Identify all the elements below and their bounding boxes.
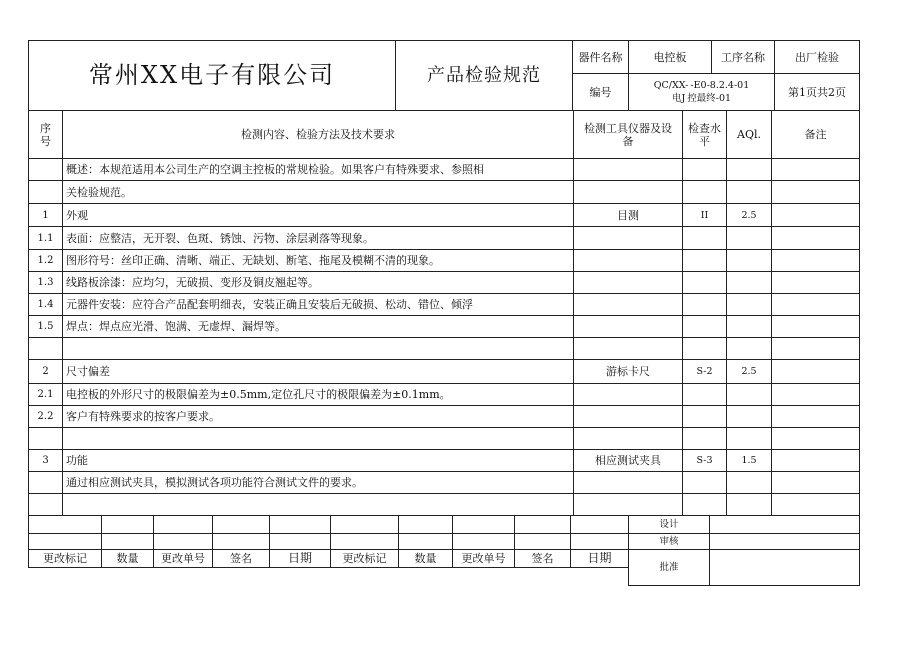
row-1-tool: [573, 180, 683, 204]
design-signature: [709, 515, 860, 534]
row-0-note: [771, 158, 860, 181]
row-14-level: [682, 471, 727, 494]
row-10-level: [682, 383, 727, 406]
code-number: -E0-8.2.4-01: [690, 80, 750, 91]
row-14-seq: [28, 471, 63, 494]
revision-cell: 日期: [269, 549, 331, 568]
row-3-tool: [573, 226, 683, 250]
row-14-content: 通过相应测试夹具，模拟测试各项功能符合测试文件的要求。: [62, 471, 574, 494]
row-12-aql: [726, 427, 772, 450]
row-7-note: [771, 315, 860, 338]
row-11-content: 客户有特殊要求的按客户要求。: [62, 405, 574, 428]
design-label: 设计: [628, 515, 710, 534]
row-2-note: [771, 203, 860, 227]
row-8-note: [771, 337, 860, 360]
row-2-seq: 1: [28, 203, 63, 227]
row-12-note: [771, 427, 860, 450]
row-14-aql: [726, 471, 772, 494]
row-7-content: 焊点：焊点应光滑、饱满、无虚焊、漏焊等。: [62, 315, 574, 338]
row-10-seq: 2.1: [28, 383, 63, 406]
document-title: 产品检验规范: [395, 40, 573, 111]
revision-cell: [153, 515, 213, 534]
row-7-tool: [573, 315, 683, 338]
row-9-seq: 2: [28, 359, 63, 384]
row-11-level: [682, 405, 727, 428]
row-2-content: 外观: [62, 203, 574, 227]
row-0-level: [682, 158, 727, 181]
approve-label: 批准: [628, 549, 710, 586]
row-13-aql: 1.5: [726, 449, 772, 472]
row-8-content: [62, 337, 574, 360]
row-5-tool: [573, 271, 683, 294]
col-tool-line1: 检测工具仪器及设: [584, 121, 672, 135]
row-6-tool: [573, 293, 683, 316]
row-13-tool: 相应测试夹具: [573, 449, 683, 472]
revision-cell: [452, 533, 515, 550]
revision-cell: [398, 533, 453, 550]
revision-cell: [452, 515, 515, 534]
revision-cell: [101, 515, 154, 534]
col-tool-line2: 备: [622, 134, 634, 148]
row-11-seq: 2.2: [28, 405, 63, 428]
revision-cell: 日期: [570, 549, 629, 568]
company-name: 常州XX电子有限公司: [28, 40, 396, 111]
code-label: 编号: [572, 73, 629, 111]
row-12-content: [62, 427, 574, 450]
row-6-note: [771, 293, 860, 316]
revision-cell: [398, 515, 453, 534]
row-6-level: [682, 293, 727, 316]
row-5-aql: [726, 271, 772, 294]
row-0-content: 概述：本规范适用本公司生产的空调主控板的常规检验。如果客户有特殊要求、参照相: [62, 158, 574, 181]
row-1-note: [771, 180, 860, 204]
row-12-tool: [573, 427, 683, 450]
row-7-aql: [726, 315, 772, 338]
row-5-seq: 1.3: [28, 271, 63, 294]
row-10-aql: [726, 383, 772, 406]
revision-cell: 更改单号: [452, 549, 515, 568]
revision-cell: [514, 533, 571, 550]
col-level-line2: 平: [699, 134, 710, 148]
row-15-content: [62, 493, 574, 516]
row-0-aql: [726, 158, 772, 181]
row-9-content: 尺寸偏差: [62, 359, 574, 384]
row-8-tool: [573, 337, 683, 360]
row-0-tool: [573, 158, 683, 181]
part-name-value: 电控板: [628, 40, 712, 74]
col-header-aql: AQl.: [726, 110, 772, 159]
row-8-aql: [726, 337, 772, 360]
row-5-content: 线路板涂漆：应均匀，无破损、变形及铜皮翘起等。: [62, 271, 574, 294]
row-3-seq: 1.1: [28, 226, 63, 250]
col-header-tool: [573, 110, 683, 159]
row-3-aql: [726, 226, 772, 250]
row-15-seq: [28, 493, 63, 516]
revision-cell: [212, 515, 270, 534]
revision-cell: [269, 533, 331, 550]
col-header-note: 备注: [771, 110, 860, 159]
code-prefix: QC/XX-: [653, 80, 689, 91]
code-suffix: 控最终-01: [687, 93, 732, 104]
row-6-seq: 1.4: [28, 293, 63, 316]
col-seq-line1: 序: [40, 121, 51, 135]
row-11-aql: [726, 405, 772, 428]
row-15-aql: [726, 493, 772, 516]
revision-cell: [330, 533, 399, 550]
row-14-note: [771, 471, 860, 494]
col-level-line1: 检查水: [688, 121, 721, 135]
revision-cell: [28, 533, 102, 550]
revision-cell: [514, 515, 571, 534]
row-1-aql: [726, 180, 772, 204]
process-name-label: 工序名称: [711, 40, 775, 74]
review-signature: [709, 533, 860, 550]
row-3-note: [771, 226, 860, 250]
row-4-aql: [726, 249, 772, 272]
row-10-tool: [573, 383, 683, 406]
row-13-note: [771, 449, 860, 472]
row-4-seq: 1.2: [28, 249, 63, 272]
row-11-note: [771, 405, 860, 428]
row-3-level: [682, 226, 727, 250]
revision-cell: 数量: [101, 549, 154, 568]
row-15-level: [682, 493, 727, 516]
row-4-level: [682, 249, 727, 272]
row-13-level: S-3: [682, 449, 727, 472]
row-1-level: [682, 180, 727, 204]
row-1-content: 关检验规范。: [62, 180, 574, 204]
col-header-seq: [28, 110, 63, 159]
row-8-seq: [28, 337, 63, 360]
row-15-tool: [573, 493, 683, 516]
revision-cell: 数量: [398, 549, 453, 568]
row-6-content: 元器件安装：应符合产品配套明细表，安装正确且安装后无破损、松动、错位、倾浮: [62, 293, 574, 316]
row-9-level: S-2: [682, 359, 727, 384]
row-5-note: [771, 271, 860, 294]
row-9-aql: 2.5: [726, 359, 772, 384]
row-15-note: [771, 493, 860, 516]
code-value: [628, 73, 775, 111]
row-10-note: [771, 383, 860, 406]
row-9-tool: 游标卡尺: [573, 359, 683, 384]
revision-cell: 更改标记: [28, 549, 102, 568]
revision-cell: [570, 533, 629, 550]
revision-cell: 更改单号: [153, 549, 213, 568]
col-header-level: [682, 110, 727, 159]
row-3-content: 表面：应整洁，无开裂、色斑、锈蚀、污物、涂层剥落等现象。: [62, 226, 574, 250]
row-14-tool: [573, 471, 683, 494]
code-prefix-2: 电J: [671, 93, 686, 104]
revision-cell: [212, 533, 270, 550]
row-13-seq: 3: [28, 449, 63, 472]
revision-cell: [570, 515, 629, 534]
row-11-tool: [573, 405, 683, 428]
review-label: 审核: [628, 533, 710, 550]
col-header-content: 检测内容、检验方法及技术要求: [62, 110, 574, 159]
page-indicator: 第1页共2页: [774, 73, 860, 111]
row-5-level: [682, 271, 727, 294]
row-4-content: 图形符号：丝印正确、清晰、端正、无缺划、断笔、拖尾及模糊不清的现象。: [62, 249, 574, 272]
revision-cell: [28, 515, 102, 534]
row-0-seq: [28, 158, 63, 181]
row-4-note: [771, 249, 860, 272]
revision-cell: [269, 515, 331, 534]
col-seq-line2: 号: [40, 134, 51, 148]
row-2-aql: 2.5: [726, 203, 772, 227]
row-9-note: [771, 359, 860, 384]
row-12-level: [682, 427, 727, 450]
process-name-value: 出厂检验: [774, 40, 860, 74]
revision-cell: 更改标记: [330, 549, 399, 568]
row-7-level: [682, 315, 727, 338]
row-4-tool: [573, 249, 683, 272]
revision-cell: 签名: [212, 549, 270, 568]
approve-signature: [709, 549, 860, 586]
revision-cell: [330, 515, 399, 534]
row-7-seq: 1.5: [28, 315, 63, 338]
revision-cell: [101, 533, 154, 550]
row-13-content: 功能: [62, 449, 574, 472]
row-10-content: 电控板的外形尺寸的极限偏差为±0.5mm,定位孔尺寸的极限偏差为±0.1mm。: [62, 383, 574, 406]
row-12-seq: [28, 427, 63, 450]
row-2-level: II: [682, 203, 727, 227]
revision-cell: [153, 533, 213, 550]
row-2-tool: 目测: [573, 203, 683, 227]
part-name-label: 器件名称: [572, 40, 629, 74]
revision-cell: 签名: [514, 549, 571, 568]
row-8-level: [682, 337, 727, 360]
row-6-aql: [726, 293, 772, 316]
row-1-seq: [28, 180, 63, 204]
